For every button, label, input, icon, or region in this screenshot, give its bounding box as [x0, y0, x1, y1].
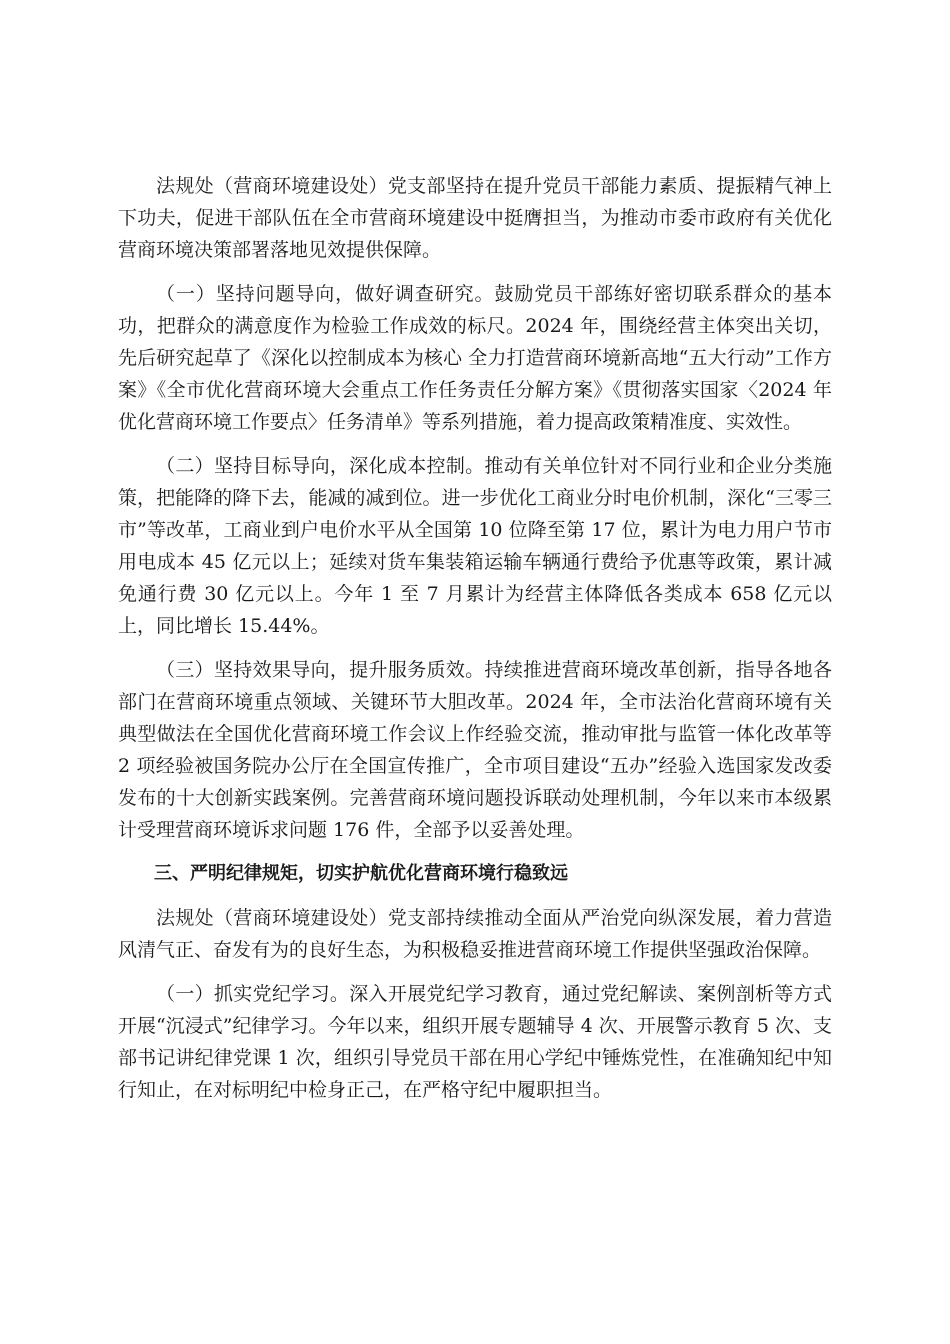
paragraph-discipline-study: （一）抓实党纪学习。深入开展党纪学习教育，通过党纪解读、案例剖析等方式开展“沉浸式”纪律学习。今年以来，组织开展专题辅导 4 次、开展警示教育 5 次、支部书记讲纪律党课 1 次，组织引导党员干部在用心学纪中锤炼党性，在准确知纪中知行知止，在对标明纪中检身正己，在严格守纪中履职担当。 — [118, 983, 832, 1101]
paragraph-intro: 法规处（营商环境建设处）党支部坚持在提升党员干部能力素质、提振精气神上下功夫，促进干部队伍在全市营商环境建设中挺膺担当，为推动市委市政府有关优化营商环境决策部署落地见效提供保障。 — [118, 175, 832, 261]
paragraph-effect-orientation: （三）坚持效果导向，提升服务质效。持续推进营商环境改革创新，指导各地各部门在营商环境重点领域、关键环节大胆改革。2024 年，全市法治化营商环境有关典型做法在全国优化营商环境工作会议上作经验交流，推动审批与监管一体化改革等 2 项经验被国务院办公厅在全国宣传推广，全市项目建设“五办”经验入选国家发改委发布的十大创新实践案例。完善营商环境问题投诉联动处理机制，今年以来市本级累计受理营商环境诉求问题 176 件，全部予以妥善处理。 — [118, 659, 832, 841]
paragraph-goal-orientation: （二）坚持目标导向，深化成本控制。推动有关单位针对不同行业和企业分类施策，把能降的降下去，能减的减到位。进一步优化工商业分时电价机制，深化“三零三市”等改革，工商业到户电价水平从全国第 10 位降至第 17 位，累计为电力用户节市用电成本 45 亿元以上；延续对货车集装箱运输车辆通行费给予优惠等政策，累计减免通行费 30 亿元以上。今年 1 至 7 月累计为经营主体降低各类成本 658 亿元以上，同比增长 15.44%。 — [118, 455, 832, 637]
paragraph-problem-orientation: （一）坚持问题导向，做好调查研究。鼓励党员干部练好密切联系群众的基本功，把群众的满意度作为检验工作成效的标尺。2024 年，围绕经营主体突出关切，先后研究起草了《深化以控制成本为核心 全力打造营商环境新高地“五大行动”工作方案》《全市优化营商环境大会重点工作任务责任分解方案》《贯彻落实国家〈2024 年优化营商环境工作要点〉任务清单》等系列措施，着力提高政策精准度、实效性。 — [118, 283, 832, 433]
paragraph-discipline-intro: 法规处（营商环境建设处）党支部持续推动全面从严治党向纵深发展，着力营造风清气正、奋发有为的良好生态，为积极稳妥推进营商环境工作提供坚强政治保障。 — [118, 907, 832, 961]
section-heading-discipline: 三、严明纪律规矩，切实护航优化营商环境行稳致远 — [154, 863, 568, 884]
